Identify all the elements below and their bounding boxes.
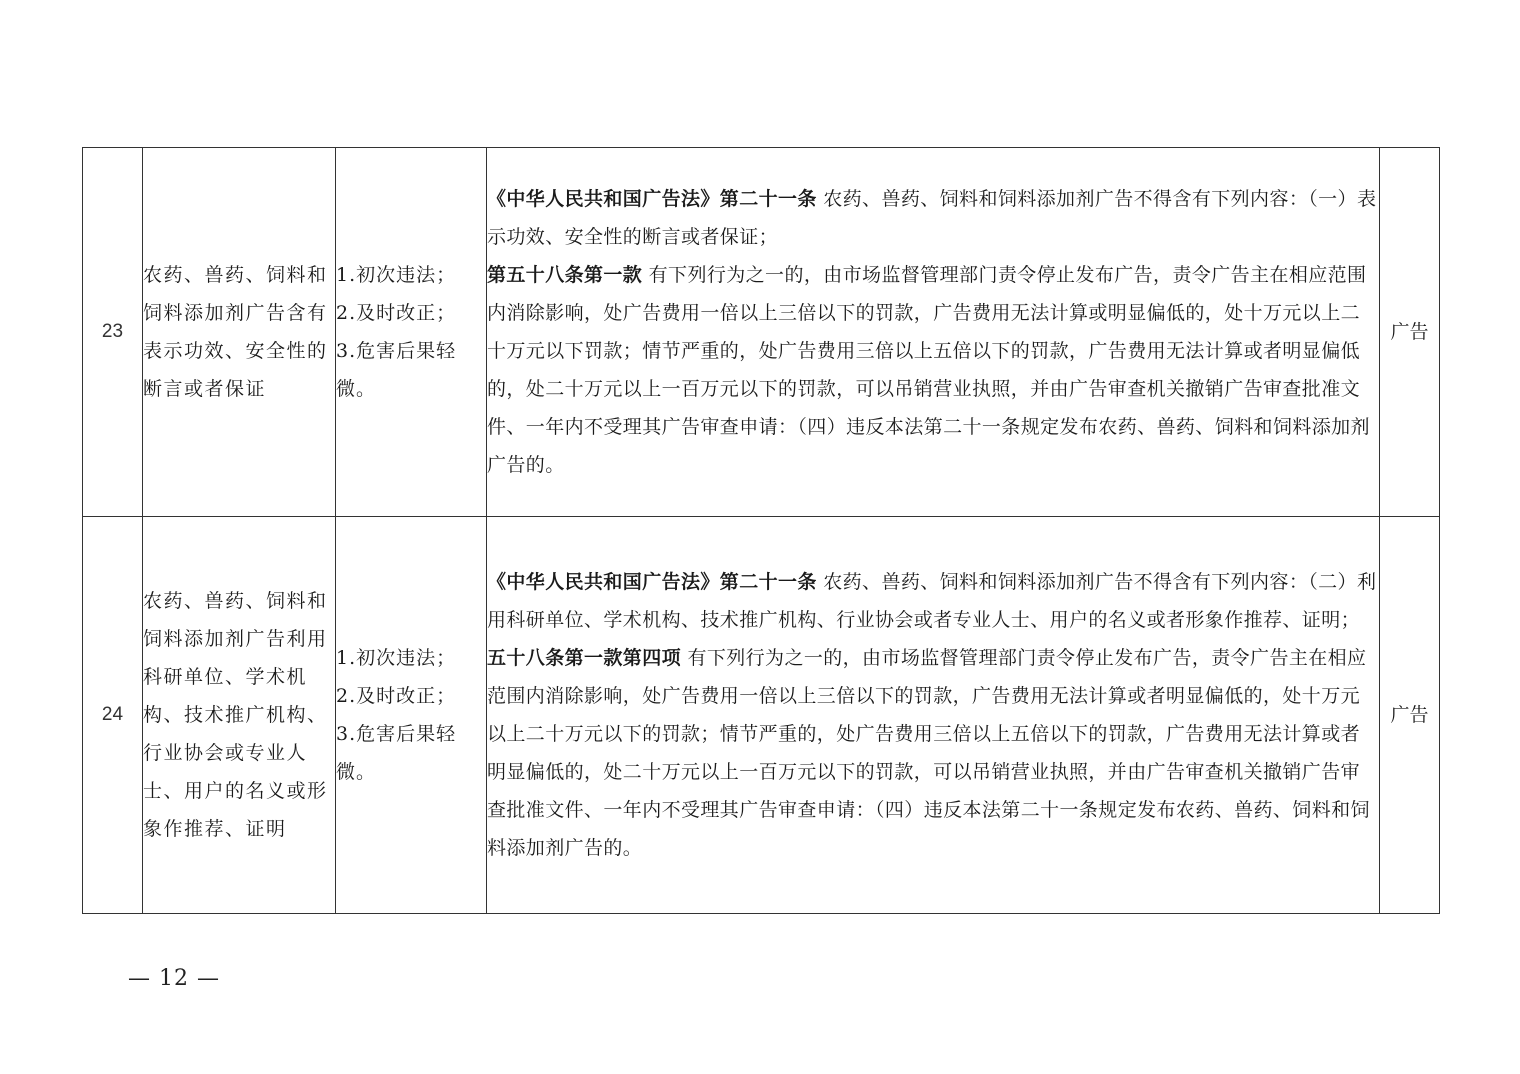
row-number: 23 xyxy=(83,148,143,517)
condition-item: 3.危害后果轻微。 xyxy=(336,340,457,400)
row-number: 24 xyxy=(83,517,143,914)
condition-item: 2.及时改正； xyxy=(336,685,457,707)
legal-basis-paragraph xyxy=(487,563,1379,639)
exemption-conditions xyxy=(336,517,487,914)
violation-description: 农药、兽药、饲料和饲料添加剂广告利用科研单位、学术机构、技术推广机构、行业协会或专业人士、用户的名义或形象作推荐、证明 xyxy=(143,517,336,914)
article-heading: 第五十八条第一款 xyxy=(487,264,643,286)
legal-basis-paragraph xyxy=(487,180,1379,256)
legal-basis-paragraph xyxy=(487,639,1379,867)
table-row xyxy=(83,148,1440,517)
condition-item: 1.初次违法； xyxy=(336,264,457,286)
exemption-conditions xyxy=(336,148,487,517)
category-cell: 广告 xyxy=(1380,517,1440,914)
legal-basis xyxy=(487,148,1380,517)
legal-basis-paragraph xyxy=(487,256,1379,484)
legal-basis xyxy=(487,517,1380,914)
violation-description: 农药、兽药、饲料和饲料添加剂广告含有表示功效、安全性的断言或者保证 xyxy=(143,148,336,517)
article-text: 有下列行为之一的，由市场监督管理部门责令停止发布广告，责令广告主在相应范围内消除影响，处广告费用一倍以上三倍以下的罚款，广告费用无法计算或者明显偏低的，处十万元以上二十万元以下的罚款；情节严重的，处广告费用三倍以上五倍以下的罚款，广告费用无法计算或者明显偏低的，处二十万元以上一百万元以下的罚款，可以吊销营业执照，并由广告审查机关撤销广告审查批准文件、一年内不受理其广告审查申请：（四）违反本法第二十一条规定发布农药、兽药、饲料和饲料添加剂广告的。 xyxy=(487,647,1370,859)
page-number: — 12 — xyxy=(128,966,220,991)
condition-item: 1.初次违法； xyxy=(336,647,457,669)
article-heading: 五十八条第一款第四项 xyxy=(487,647,682,669)
table-row xyxy=(83,517,1440,914)
article-text: 农药、兽药、饲料和饲料添加剂广告不得含有下列内容：（一）表示功效、安全性的断言或者保证； xyxy=(487,188,1377,248)
condition-item: 3.危害后果轻微。 xyxy=(336,723,457,783)
condition-item: 2.及时改正； xyxy=(336,302,457,324)
article-heading: 《中华人民共和国广告法》第二十一条 xyxy=(487,571,817,593)
article-text: 农药、兽药、饲料和饲料添加剂广告不得含有下列内容：（二）利用科研单位、学术机构、技术推广机构、行业协会或者专业人士、用户的名义或者形象作推荐、证明； xyxy=(487,571,1377,631)
article-text: 有下列行为之一的，由市场监督管理部门责令停止发布广告，责令广告主在相应范围内消除影响，处广告费用一倍以上三倍以下的罚款，广告费用无法计算或明显偏低的，处十万元以上二十万元以下罚款；情节严重的，处广告费用三倍以上五倍以下的罚款，广告费用无法计算或者明显偏低的，处二十万元以上一百万元以下的罚款，可以吊销营业执照，并由广告审查机关撤销广告审查批准文件、一年内不受理其广告审查申请：（四）违反本法第二十一条规定发布农药、兽药、饲料和饲料添加剂广告的。 xyxy=(487,264,1370,476)
article-heading: 《中华人民共和国广告法》第二十一条 xyxy=(487,188,817,210)
regulation-table xyxy=(82,147,1440,914)
category-cell: 广告 xyxy=(1380,148,1440,517)
